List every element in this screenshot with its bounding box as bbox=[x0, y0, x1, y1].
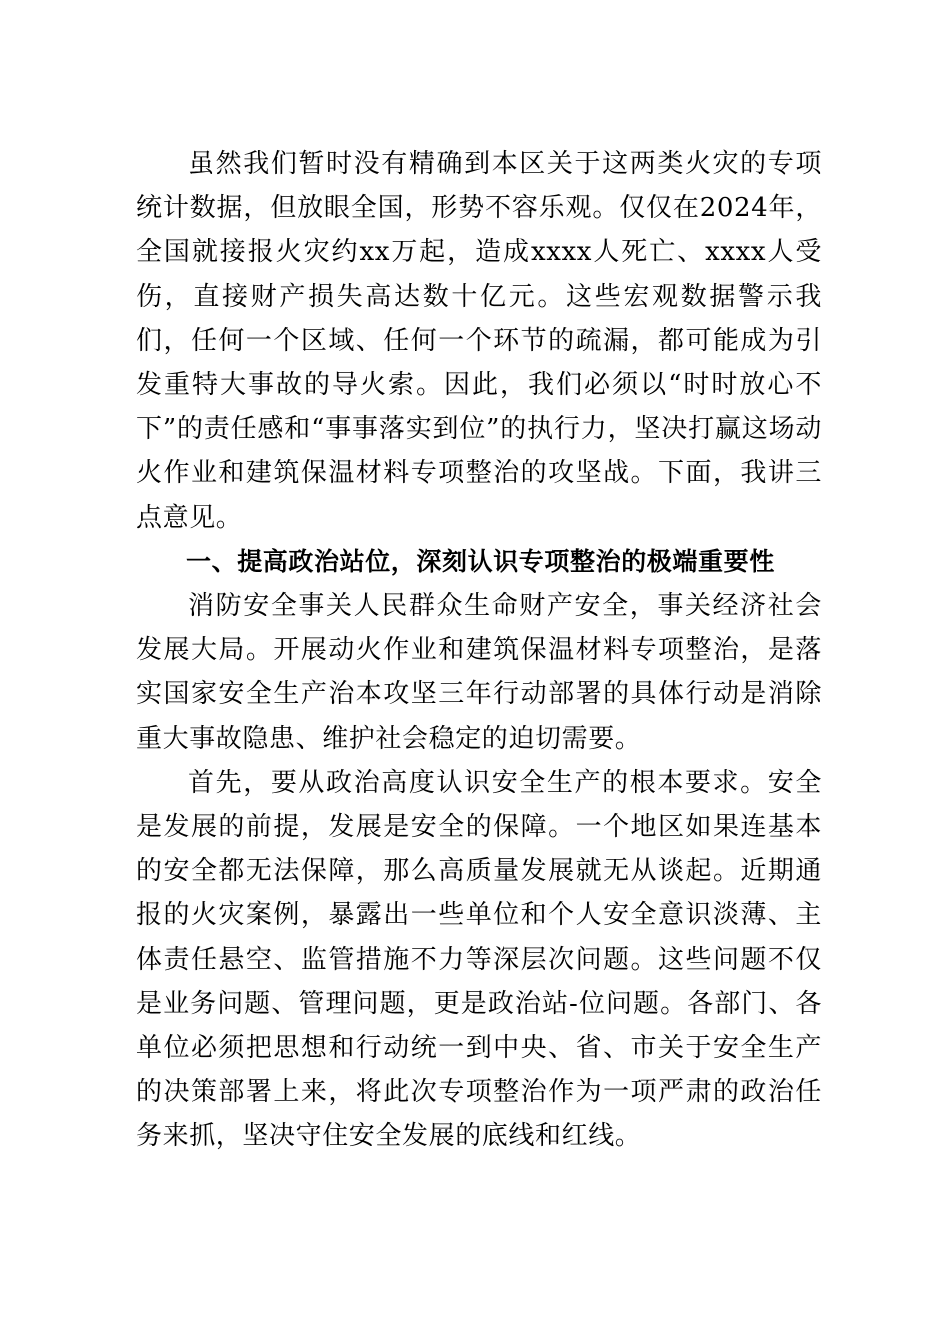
section-heading-1: 一、提高政治站位，深刻认识专项整治的极端重要性 bbox=[186, 546, 775, 576]
paragraph-fire-safety-importance: 消防安全事关人民群众生命财产安全，事关经济社会发展大局。开展动火作业和建筑保温材料专项整治，是落实国家安全生产治本攻坚三年行动部署的具体行动是消除重大事故隐患、维护社会稳定的迫切需要。 bbox=[136, 591, 822, 754]
document-body bbox=[136, 142, 822, 1159]
paragraph-political-height: 首先，要从政治高度认识安全生产的根本要求。安全是发展的前提，发展是安全的保障。一个地区如果连基本的安全都无法保障，那么高质量发展就无从谈起。近期通报的火灾案例，暴露出一些单位和个人安全意识淡薄、主体责任悬空、监管措施不力等深层次问题。这些问题不仅是业务问题、管理问题，更是政治站-位问题。各部门、各单位必须把思想和行动统一到中央、省、市关于安全生产的决策部署上来，将此次专项整治作为一项严肃的政治任务来抓，坚决守住安全发展的底线和红线。 bbox=[136, 767, 822, 1152]
paragraph-fire-statistics: 虽然我们暂时没有精确到本区关于这两类火灾的专项统计数据，但放眼全国，形势不容乐观。仅仅在2024年，全国就接报火灾约xx万起，造成xxxx人死亡、xxxx人受伤，直接财产损失高达数十亿元。这些宏观数据警示我们，任何一个区域、任何一个环节的疏漏，都可能成为引发重特大事故的导火索。因此，我们必须以“时时放心不下”的责任感和“事事落实到位”的执行力，坚决打赢这场动火作业和建筑保温材料专项整治的攻坚战。下面，我讲三点意见。 bbox=[136, 149, 822, 533]
